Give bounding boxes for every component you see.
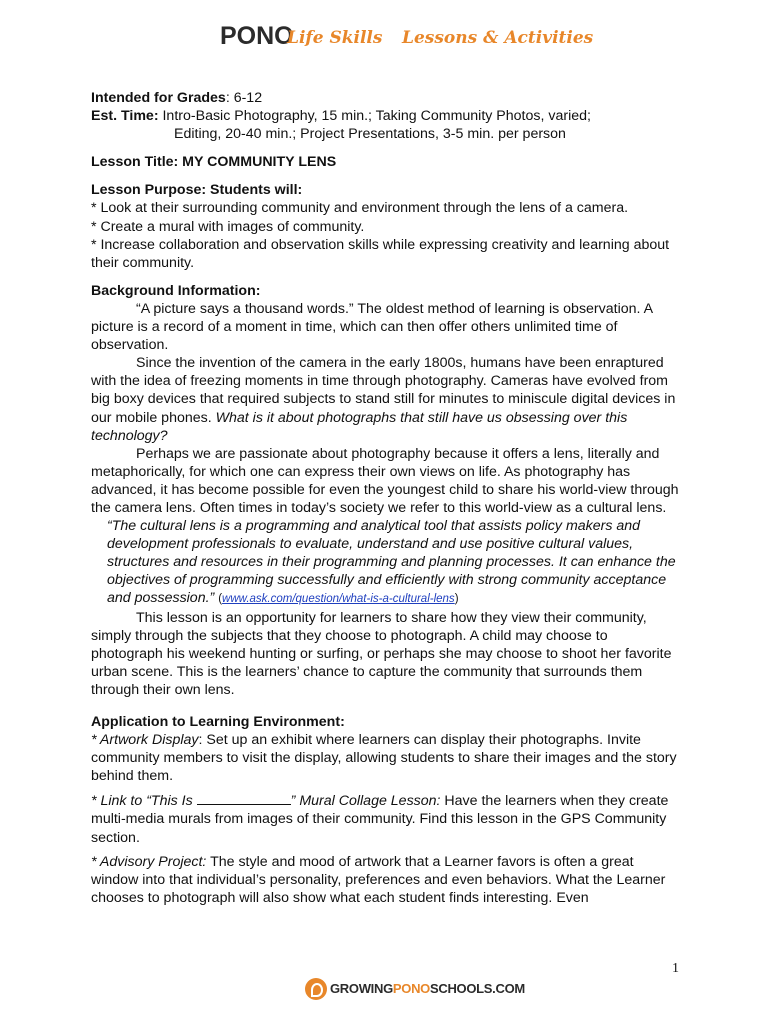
time-label: Est. Time:: [91, 108, 159, 125]
purpose-item: * Create a mural with images of community.: [91, 218, 365, 235]
time-line2: Editing, 20-40 min.; Project Presentations, 3-5 min. per person: [174, 126, 566, 143]
mural-label-b: ” Mural Collage Lesson:: [290, 793, 441, 810]
document-body: [91, 89, 681, 907]
mural-text: Have the learners when they create multi-media murals from images of their community. Find this lesson in the GPS Community section.: [91, 793, 669, 846]
time-line: [91, 107, 681, 125]
grades-line: [91, 89, 681, 107]
cultural-lens-quote: [91, 517, 681, 608]
fill-in-blank: [197, 791, 291, 805]
growing-pono-logo-icon: [305, 978, 327, 1000]
time-line1: Intro-Basic Photography, 15 min.; Taking Community Photos, varied;: [158, 108, 591, 125]
advisory-item: [91, 853, 681, 907]
footer-part1: GROWING: [330, 981, 393, 996]
advisory-text: The style and mood of artwork that a Learner favors is often a great window into that individual’s personality, preferences and even behaviors. What the Learner chooses to photograph will also show what each student finds interesting. Even: [91, 853, 666, 906]
page-header: [0, 20, 770, 56]
quote-paren: ): [454, 593, 459, 606]
brand-section: Lessons & Activities: [402, 28, 594, 48]
background-text: Since the invention of the camera in the early 1800s, humans have been enraptured with the idea of freezing moments in time through photography. Cameras have evolved from big boxy devices that required subjects to stand still for minutes to miniscule digital devices in our mobile phones.: [91, 355, 676, 426]
footer-site: [330, 981, 525, 996]
brand-pono: PONO: [220, 22, 294, 50]
grades-value: : 6-12: [225, 90, 263, 106]
background-paragraph: “A picture says a thousand words.” The oldest method of learning is observation. A picture is a record of a moment in time, which can then offer others unlimited time of observation.: [91, 300, 653, 354]
background-paragraph: This lesson is an opportunity for learners to share how they view their community, simply through the subjects that they choose to photograph. A child may choose to photograph his weekend hunting or surfing, or perhaps she may choose to shoot her favorite urban scene. This is the learners’ chance to capture the community that surrounds them through their own lens.: [91, 609, 672, 698]
quote-source-link[interactable]: www.ask.com/question/what-is-a-cultural-lens: [222, 593, 455, 606]
mural-link-item: [91, 791, 681, 846]
advisory-label: * Advisory Project:: [91, 853, 207, 870]
purpose-item: * Look at their surrounding community and environment through the lens of a camera.: [91, 200, 629, 217]
page-footer: [305, 978, 525, 1002]
brand-life-skills: Life Skills: [287, 28, 383, 48]
purpose-heading: Lesson Purpose: Students will:: [91, 182, 303, 199]
lesson-title: Lesson Title: MY COMMUNITY LENS: [91, 154, 337, 171]
background-question: What is it about photographs that still have us obsessing over this technology?: [91, 409, 628, 444]
artwork-label: * Artwork Display: [91, 732, 199, 749]
background-heading: Background Information:: [91, 282, 261, 299]
application-heading: Application to Learning Environment:: [91, 714, 345, 730]
artwork-display-item: [91, 731, 681, 785]
page-number: 1: [672, 961, 679, 976]
artwork-text: : Set up an exhibit where learners can display their photographs. Invite community members to visit the display, allowing students to share their images and the story behind them.: [91, 732, 677, 785]
quote-text: “The cultural lens is a programming and analytical tool that assists policy makers and development professionals to evaluate, understand and use positive cultural values, structures and resources in their programming and planning processes. It can enhance the objectives of programming successfully and efficiently with strong community acceptance and possession.”: [107, 518, 676, 607]
background-paragraph: Perhaps we are passionate about photography because it offers a lens, literally and metaphorically, for which one can express their own views on life. As photography has advanced, it has become possible for even the youngest child to share his world-view through the camera lens. Often times in today’s society we refer to this world-view as a cultural lens.: [91, 445, 679, 516]
footer-part3: SCHOOLS.COM: [430, 981, 525, 996]
mural-label-a: * Link to “This Is: [91, 793, 197, 810]
background-paragraph: [91, 354, 681, 444]
grades-label: Intended for Grades: [91, 90, 226, 106]
purpose-item: * Increase collaboration and observation skills while expressing creativity and learning about their community.: [91, 236, 670, 271]
footer-part2: PONO: [392, 981, 430, 996]
quote-paren: (: [218, 593, 223, 606]
